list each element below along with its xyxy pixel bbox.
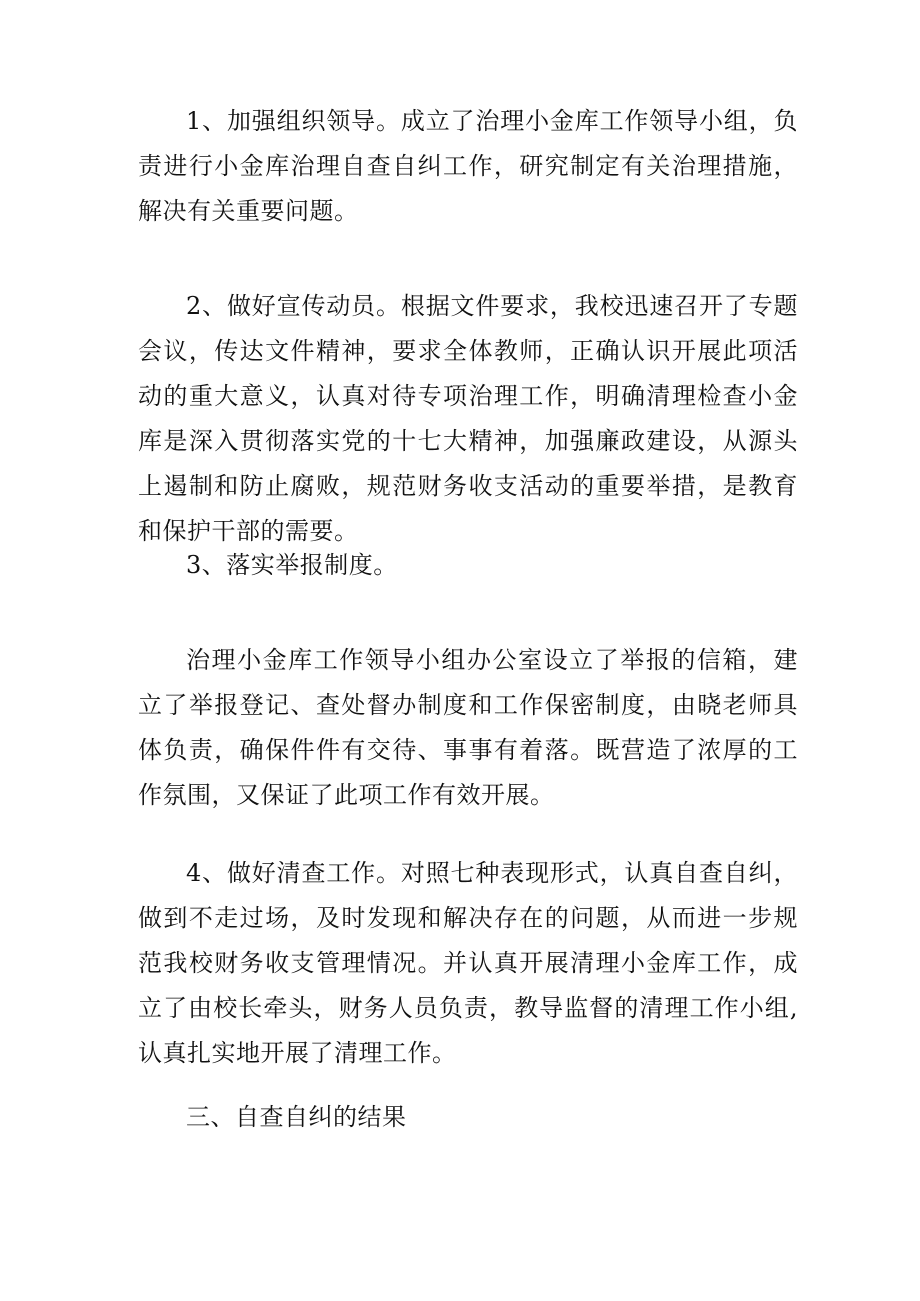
paragraph-reporting-system-heading: 3、落实举报制度。 [186,551,398,579]
section-heading-self-check-results: 三、自查自纠的结果 [186,1103,407,1131]
paragraph-organization-leadership: 1、加强组织领导。成立了治理小金库工作领导小组，负责进行小金库治理自查自纠工作，研究制定有关治理措施，解决有关重要问题。 [138,107,798,225]
paragraph-reporting-system-body: 治理小金库工作领导小组办公室设立了举报的信箱，建立了举报登记、查处督办制度和工作保密制度，由晓老师具体负责，确保件件有交待、事事有着落。既营造了浓厚的工作氛围，又保证了此项工作有效开展。 [138,646,798,809]
paragraph-publicity-mobilization: 2、做好宣传动员。根据文件要求，我校迅速召开了专题会议，传达文件精神，要求全体教师，正确认识开展此项活动的重大意义，认真对待专项治理工作，明确清理检查小金库是深入贯彻落实党的十七大精神，加强廉政建设，从源头上遏制和防止腐败，规范财务收支活动的重要举措，是教育和保护干部的需要。 [138,292,798,545]
paragraph-inspection-work: 4、做好清查工作。对照七种表现形式，认真自查自纠，做到不走过场，及时发现和解决存在的问题，从而进一步规范我校财务收支管理情况。并认真开展清理小金库工作，成立了由校长牵头，财务人员负责，教导监督的清理工作小组,认真扎实地开展了清理工作。 [138,859,798,1067]
